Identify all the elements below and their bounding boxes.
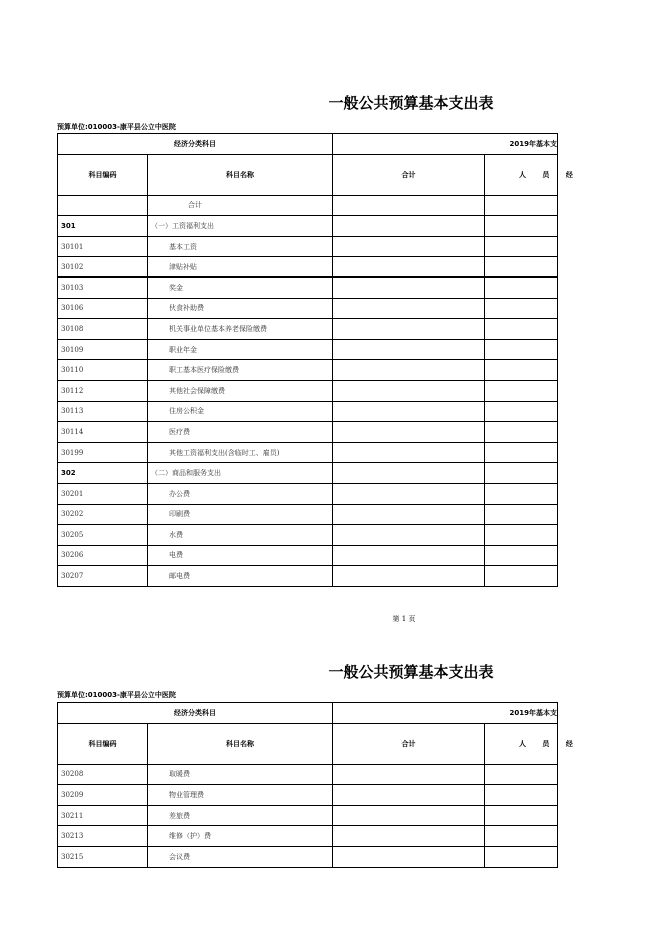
- row-code: [58, 195, 148, 216]
- row-code: 30207: [58, 566, 148, 587]
- row-code: 30208: [58, 764, 148, 785]
- header-economic-classification: 经济分类科目: [58, 703, 333, 724]
- row-code: 30113: [58, 401, 148, 422]
- row-name: （二）商品和服务支出: [148, 463, 333, 484]
- table-row: [58, 216, 558, 237]
- header-total: 合计: [333, 723, 485, 764]
- table-row: [58, 566, 558, 587]
- row-name: 津贴补贴: [148, 257, 333, 278]
- row-name: 机关事业单位基本养老保险缴费: [148, 319, 333, 340]
- table-row: [58, 339, 558, 360]
- header-total: 合计: [333, 154, 485, 195]
- row-code: 30110: [58, 360, 148, 381]
- header-2019-basic-expenditure: 2019年基本支: [333, 703, 558, 724]
- row-code: 30215: [58, 846, 148, 867]
- table-row: [58, 826, 558, 847]
- row-name: 医疗费: [148, 422, 333, 443]
- page1-budget-unit: 预算单位:010003-康平县公立中医院: [57, 123, 176, 131]
- header-personnel: 人 员 经: [485, 154, 558, 195]
- table-row: [58, 545, 558, 566]
- table-row: [58, 463, 558, 484]
- row-code: 30114: [58, 422, 148, 443]
- row-name: 印刷费: [148, 504, 333, 525]
- row-name: 合计: [148, 195, 333, 216]
- table-row: [58, 785, 558, 806]
- row-code: 30205: [58, 525, 148, 546]
- row-name: 维修（护）费: [148, 826, 333, 847]
- header-2019-basic-expenditure: 2019年基本支: [333, 134, 558, 155]
- row-code: 30206: [58, 545, 148, 566]
- row-code: 30103: [58, 277, 148, 298]
- table-row: [58, 504, 558, 525]
- row-code: 30109: [58, 339, 148, 360]
- row-name: 职业年金: [148, 339, 333, 360]
- table-row: [58, 483, 558, 504]
- header-subject-name: 科目名称: [148, 154, 333, 195]
- header-economic-classification: 经济分类科目: [58, 134, 333, 155]
- table-row-total: [58, 195, 558, 216]
- header-subject-code: 科目编码: [58, 154, 148, 195]
- header-subject-code: 科目编码: [58, 723, 148, 764]
- table-row: [58, 764, 558, 785]
- row-name: 住房公积金: [148, 401, 333, 422]
- header-subject-name: 科目名称: [148, 723, 333, 764]
- row-name: 差旅费: [148, 805, 333, 826]
- row-name: 水费: [148, 525, 333, 546]
- row-code: 302: [58, 463, 148, 484]
- table-row: [58, 422, 558, 443]
- row-code: 30101: [58, 236, 148, 257]
- row-code: 30213: [58, 826, 148, 847]
- row-name: 物业管理费: [148, 785, 333, 806]
- row-code: 30211: [58, 805, 148, 826]
- page1-title: 一般公共预算基本支出表: [328, 94, 494, 112]
- row-code: 30108: [58, 319, 148, 340]
- row-name: 其他工资福利支出(含临时工、雇员): [148, 442, 333, 463]
- row-name: （一）工资福利支出: [148, 216, 333, 237]
- row-code: 30202: [58, 504, 148, 525]
- table-row: [58, 380, 558, 401]
- row-name: 奖金: [148, 277, 333, 298]
- table-row: [58, 277, 558, 298]
- row-name: 其他社会保障缴费: [148, 380, 333, 401]
- table-row: [58, 298, 558, 319]
- row-code: 30102: [58, 257, 148, 278]
- table-row: [58, 805, 558, 826]
- table-row: [58, 360, 558, 381]
- page1-expenditure-table: [57, 133, 580, 587]
- row-name: 取暖费: [148, 764, 333, 785]
- table-row: [58, 257, 558, 278]
- row-code: 30112: [58, 380, 148, 401]
- row-code: 30201: [58, 483, 148, 504]
- row-name: 邮电费: [148, 566, 333, 587]
- table-row: [58, 401, 558, 422]
- row-code: 30106: [58, 298, 148, 319]
- header-personnel: 人 员 经: [485, 723, 558, 764]
- row-name: 会议费: [148, 846, 333, 867]
- row-name: 电费: [148, 545, 333, 566]
- row-name: 基本工资: [148, 236, 333, 257]
- row-code: 30209: [58, 785, 148, 806]
- row-name: 职工基本医疗保险缴费: [148, 360, 333, 381]
- row-code: 30199: [58, 442, 148, 463]
- table-row: [58, 236, 558, 257]
- page2-expenditure-table: [57, 702, 580, 868]
- row-code: 301: [58, 216, 148, 237]
- page2-budget-unit: 预算单位:010003-康平县公立中医院: [57, 691, 176, 699]
- table-row: [58, 442, 558, 463]
- row-name: 办公费: [148, 483, 333, 504]
- page-number: 第 1 页: [392, 615, 416, 623]
- table-row: [58, 319, 558, 340]
- table-row: [58, 846, 558, 867]
- page2-title: 一般公共预算基本支出表: [328, 663, 494, 681]
- table-row: [58, 525, 558, 546]
- row-name: 伙食补助费: [148, 298, 333, 319]
